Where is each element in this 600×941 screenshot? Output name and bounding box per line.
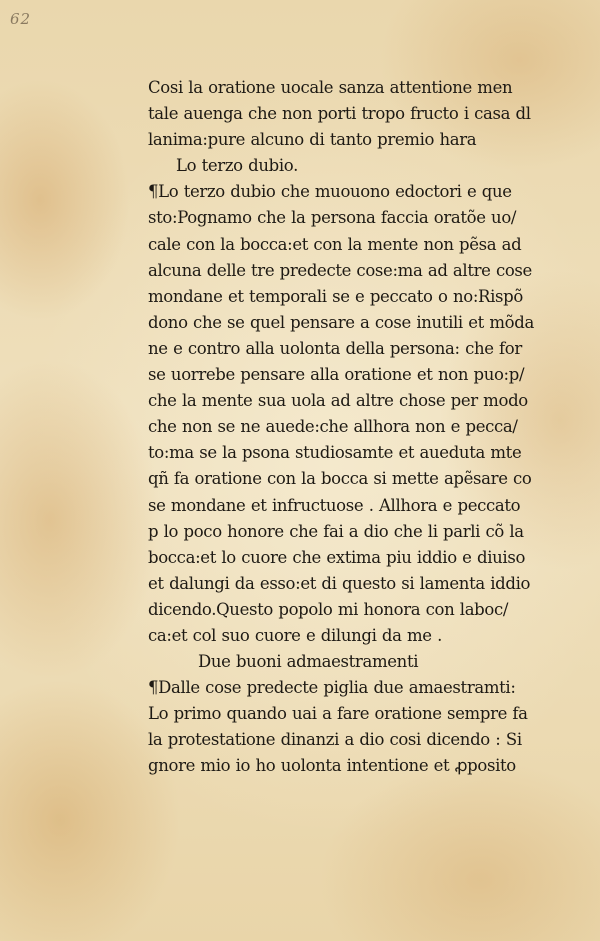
section-heading: Lo terzo dubio. [176,156,298,176]
text-line: dono che se quel pensare a cose inutili et mõda [148,312,534,332]
text-line: p lo poco honore che fai a dio che li parli cõ la [148,521,524,541]
text-line: se uorrebe pensare alla oratione et non puo:p/ [148,365,525,385]
section-heading: Due buoni admaestramenti [198,652,419,672]
text-line: che la mente sua uola ad altre chose per modo [148,391,528,411]
text-line: sto:Pognamo che la persona faccia oratõe uo/ [148,208,517,228]
text-line: ¶Dalle cose predecte piglia due amaestramti: [148,678,516,698]
text-line: ne e contro alla uolonta della persona: che for [148,338,522,358]
text-line: ¶Lo terzo dubio che muouono edoctori e que [148,182,512,202]
text-line: Lo primo quando uai a fare oratione sempre fa [148,704,528,724]
text-line: alcuna delle tre predecte cose:ma ad altre cose [148,260,532,280]
text-line: Cosi la oratione uocale sanza attentione men [148,78,513,97]
text-line: to:ma se la psona studiosamte et aueduta mte [148,443,522,463]
text-line: tale auenga che non porti tropo fructo i casa dl [148,104,531,124]
text-line: cale con la bocca:et con la mente non pẽsa ad [148,234,522,254]
text-line: et dalungi da esso:et di questo si lamenta iddio [148,573,531,593]
text-line: che non se ne auede:che allhora non e pecca/ [148,417,518,437]
text-line: bocca:et lo cuore che extima piu iddio e diuiso [148,547,526,567]
text-line: ca:et col suo cuore e dilungi da me . [148,625,443,645]
text-line: qñ fa oratione con la bocca si mette apẽsare co [148,469,532,489]
text-block [148,75,548,780]
text-line: se mondane et infructuose . Allhora e peccato [148,495,521,515]
text-line: mondane et temporali se e peccato o no:Rispõ [148,286,523,306]
text-line: la protestatione dinanzi a dio cosi dicendo : Si [148,730,522,750]
text-line: gnore mio io ho uolonta intentione et ꝓposito [148,756,516,776]
text-line: lanima:pure alcuno di tanto premio hara [148,130,477,150]
folio-number: 62 [10,10,32,28]
text-line: dicendo.Questo popolo mi honora con laboc/ [148,599,509,619]
